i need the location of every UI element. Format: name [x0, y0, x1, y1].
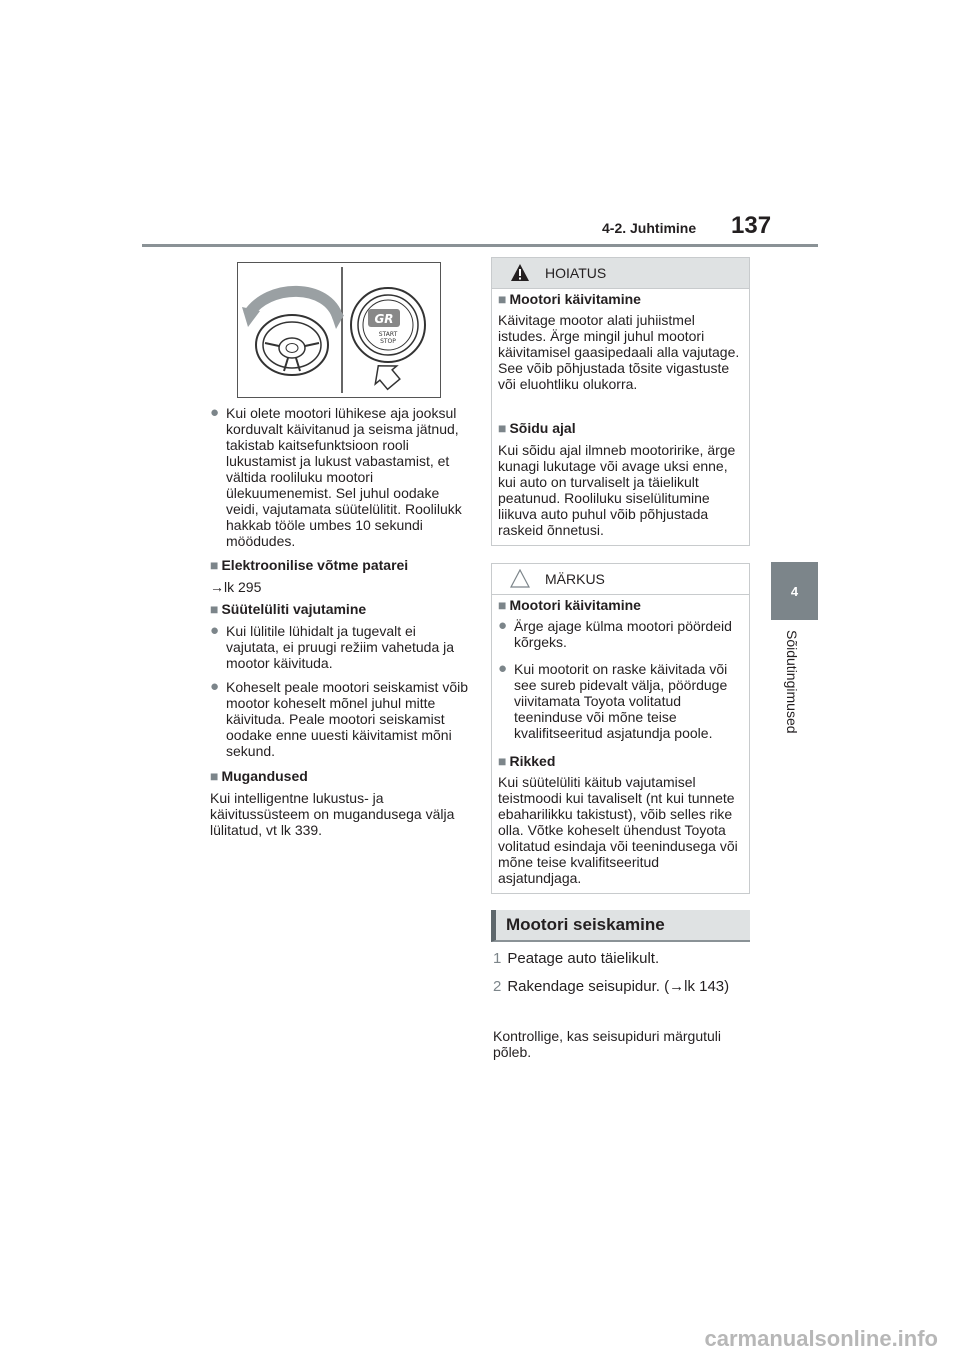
list-item	[210, 679, 468, 759]
gr-logo-text: GR	[374, 312, 394, 326]
warning-title: HOIATUS	[545, 265, 607, 281]
subheading: ■ Mootori käivitamine	[498, 597, 641, 613]
paragraph: Kui intelligentne lukustus- ja käivitussüsteem on mugandusega välja lülitatud, vt lk 339.	[210, 790, 455, 838]
step-number: 1	[493, 950, 502, 967]
section-title: Mootori seiskamine	[506, 915, 665, 934]
subheading: ■ Elektroonilise võtme patarei	[210, 557, 409, 573]
header-rule	[142, 244, 818, 247]
list-item	[210, 405, 468, 549]
list-item	[498, 618, 744, 650]
bullet-icon: ●	[210, 678, 220, 695]
section-heading-bar	[491, 910, 750, 942]
square-bullet-icon: ■	[210, 557, 219, 573]
bullet-text: Koheselt peale mootori seiskamist võib mootor koheselt mõnel juhul mitte käivituda. Peale mootori seiskamist oodake enne uuesti käivitamist mõni sekund.	[226, 679, 469, 759]
paragraph: Käivitage mootor alati juhiistmel istudes. Ärge mingil juhul mootori käivitamisel gaasipedaali alla vajutage. See võib põhjustada tõsite vigastuste või eluohtliku olukorra.	[498, 312, 740, 392]
subheading: ■ Mootori käivitamine	[498, 291, 641, 307]
notice-header	[492, 564, 749, 595]
square-bullet-icon: ■	[498, 291, 507, 307]
page-reference: →lk 295	[210, 579, 262, 595]
steering-lock-illustration	[238, 263, 440, 397]
step-text: Rakendage seisupidur. (→lk 143)	[507, 978, 730, 995]
bullet-icon: ●	[498, 660, 508, 677]
start-text: START	[378, 331, 398, 338]
notice-box	[491, 563, 750, 894]
bullet-text: Ärge ajage külma mootori pöördeid kõrgeks.	[514, 618, 732, 650]
notice-icon	[510, 569, 530, 588]
bullet-text: Kui olete mootori lühikese aja jooksul korduvalt käivitanud ja seisma jätnud, takistab kaitsefunktsioon rooli lukustamist ja lukust vabastamist, et vältida rooliluku mootori ülekuumenemist. Sel juhul oodake veidi, vajutamata süütelülitit. Roolilukk hakkab tööle umbes 10 sekundi möödudes.	[226, 405, 462, 549]
watermark-logo: carmanualsonline.info	[704, 1326, 938, 1351]
square-bullet-icon: ■	[210, 768, 219, 784]
chapter-label: Sõidutingimused	[784, 630, 800, 734]
step-text: Peatage auto täielikult.	[507, 950, 660, 967]
square-bullet-icon: ■	[498, 597, 507, 613]
subheading: ■ Sõidu ajal	[498, 420, 576, 436]
square-bullet-icon: ■	[498, 420, 507, 436]
chapter-tab: 4	[771, 562, 818, 620]
bullet-icon: ●	[210, 404, 220, 421]
warning-box	[491, 257, 750, 546]
paragraph: Kontrollige, kas seisupiduri märgutuli põleb.	[493, 1028, 721, 1060]
list-item	[498, 661, 744, 741]
bullet-icon: ●	[498, 617, 508, 634]
subheading: ■ Mugandused	[210, 768, 308, 784]
step-1	[493, 948, 750, 970]
bullet-text: Kui lülitile lühidalt ja tugevalt ei vajutata, ei pruugi režiim vahetuda ja mootor käivituda.	[226, 623, 455, 671]
notice-title: MÄRKUS	[545, 571, 605, 587]
step-number: 2	[493, 978, 502, 995]
section-header: 4-2. Juhtimine	[602, 220, 697, 236]
list-item	[210, 623, 468, 671]
subheading: ■ Süütelüliti vajutamine	[210, 601, 367, 617]
bullet-icon: ●	[210, 622, 220, 639]
paragraph: Kui sõidu ajal ilmneb mootoririke, ärge kunagi lukutage või avage uksi enne, kui auto on turvaliselt ja täielikult peatunud. Rooliluku siselülitumine liikuva auto puhul võib põhjustada raskeid õnnetusi.	[498, 442, 736, 538]
step-2	[493, 976, 733, 1000]
page-number: 137	[731, 212, 772, 239]
subheading: ■ Rikked	[498, 753, 556, 769]
bullet-text: Kui mootorit on raske käivitada või see sureb pidevalt välja, pöörduge viivitamata Toyota volitatud teeninduse või mõne teise kvalifitseeritud asjatundja poole.	[514, 661, 728, 741]
stop-text: STOP	[380, 338, 396, 345]
steering-start-figure	[237, 262, 441, 398]
warning-header	[492, 258, 749, 289]
paragraph: Kui süütelüliti käitub vajutamisel teistmoodi kui tavaliselt (nt kui tunnete ebaharilikku takistust), võib selles rike olla. Võtke koheselt ühendust Toyota volitatud esindaja või teenindusega või mõne teise kvalifitseeritud asjatundjaga.	[498, 774, 738, 886]
square-bullet-icon: ■	[210, 601, 219, 617]
warning-icon	[510, 263, 530, 282]
square-bullet-icon: ■	[498, 753, 507, 769]
